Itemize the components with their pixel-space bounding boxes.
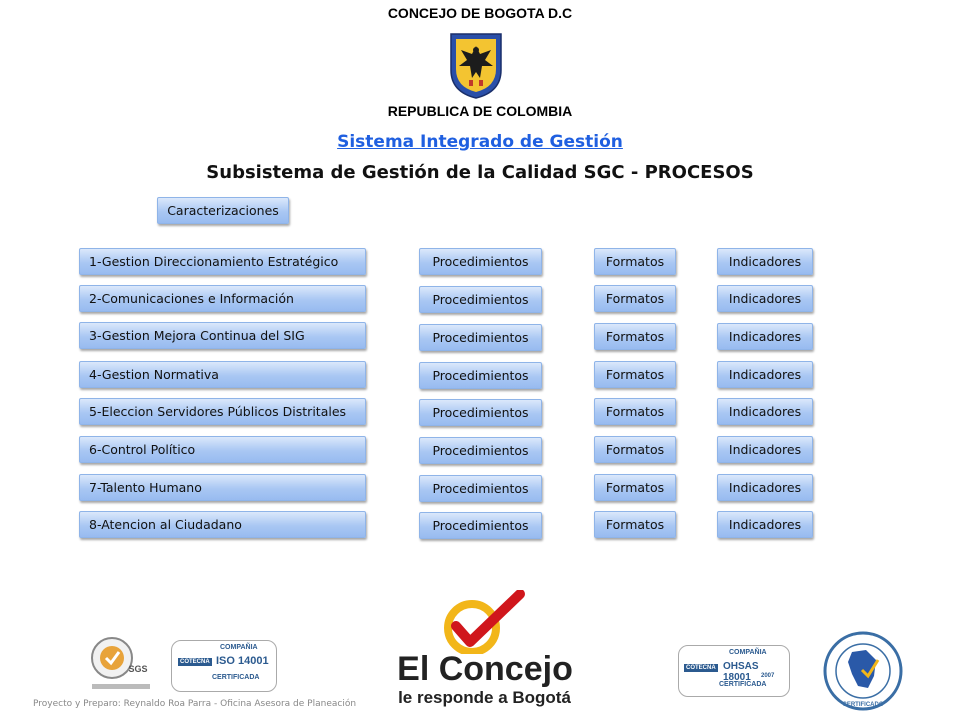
procedimientos-button-7[interactable]: Procedimientos [419, 475, 542, 502]
indicadores-button-5[interactable]: Indicadores [717, 398, 813, 425]
formatos-button-7[interactable]: Formatos [594, 474, 676, 501]
procedimientos-button-8[interactable]: Procedimientos [419, 512, 542, 539]
indicadores-button-6[interactable]: Indicadores [717, 436, 813, 463]
process-2-button[interactable]: 2-Comunicaciones e Información [79, 285, 366, 312]
iso-14001-label: ISO 14001 [216, 655, 269, 667]
sgs-seal-icon [88, 632, 154, 694]
formatos-button-1[interactable]: Formatos [594, 248, 676, 275]
indicadores-button-2[interactable]: Indicadores [717, 285, 813, 312]
formatos-button-2[interactable]: Formatos [594, 285, 676, 312]
ohsas-company-label: COMPAÑIA [729, 649, 767, 656]
org-name: CONCEJO DE BOGOTA D.C [387, 5, 573, 21]
iso-certified-label: CERTIFICADA [212, 674, 260, 681]
sgs-label: SGS [128, 664, 148, 674]
process-5-button[interactable]: 5-Eleccion Servidores Públicos Distritales [79, 398, 366, 425]
procedimientos-button-4[interactable]: Procedimientos [419, 362, 542, 389]
seal-label: CERTIFICADO [842, 702, 884, 708]
ohsas-18001-label: OHSAS 18001 [723, 661, 759, 683]
indicadores-button-1[interactable]: Indicadores [717, 248, 813, 275]
process-8-button[interactable]: 8-Atencion al Ciudadano [79, 511, 366, 538]
process-4-button[interactable]: 4-Gestion Normativa [79, 361, 366, 388]
process-6-button[interactable]: 6-Control Político [79, 436, 366, 463]
coat-of-arms-icon [447, 32, 505, 100]
iso-company-label: COMPAÑIA [220, 644, 258, 651]
ohsas-certified-label: CERTIFICADA [719, 681, 767, 688]
procedimientos-button-3[interactable]: Procedimientos [419, 324, 542, 351]
process-1-button[interactable]: 1-Gestion Direccionamiento Estratégico [79, 248, 366, 275]
indicadores-button-7[interactable]: Indicadores [717, 474, 813, 501]
quality-seal-icon [822, 630, 904, 712]
sistema-integrado-link[interactable]: Sistema Integrado de Gestión [337, 132, 623, 152]
procedimientos-button-2[interactable]: Procedimientos [419, 286, 542, 313]
ohsas-cotecna-label: COTECNA [686, 665, 716, 671]
process-7-button[interactable]: 7-Talento Humano [79, 474, 366, 501]
ohsas-year-label: 2007 [761, 673, 775, 679]
procedimientos-button-5[interactable]: Procedimientos [419, 399, 542, 426]
ohsas-18001-cert [678, 645, 790, 697]
procedimientos-button-6[interactable]: Procedimientos [419, 437, 542, 464]
formatos-button-5[interactable]: Formatos [594, 398, 676, 425]
page-subtitle: Subsistema de Gestión de la Calidad SGC - PROCESOS [206, 162, 754, 183]
caracterizaciones-button[interactable]: Caracterizaciones [157, 197, 289, 224]
formatos-button-6[interactable]: Formatos [594, 436, 676, 463]
indicadores-button-8[interactable]: Indicadores [717, 511, 813, 538]
check-mark-logo-icon [438, 590, 528, 654]
iso-14001-cert [171, 640, 277, 692]
formatos-button-4[interactable]: Formatos [594, 361, 676, 388]
credit-text: Proyecto y Preparo: Reynaldo Roa Parra - Oficina Asesora de Planeación [33, 699, 357, 709]
indicadores-button-4[interactable]: Indicadores [717, 361, 813, 388]
formatos-button-3[interactable]: Formatos [594, 323, 676, 350]
formatos-button-8[interactable]: Formatos [594, 511, 676, 538]
indicadores-button-3[interactable]: Indicadores [717, 323, 813, 350]
iso-cotecna-label: COTECNA [180, 659, 210, 665]
procedimientos-button-1[interactable]: Procedimientos [419, 248, 542, 275]
brand-title: El Concejo [397, 650, 573, 688]
process-3-button[interactable]: 3-Gestion Mejora Continua del SIG [79, 322, 366, 349]
brand-tagline: le responde a Bogotá [398, 688, 571, 707]
country-name: REPUBLICA DE COLOMBIA [387, 103, 573, 119]
